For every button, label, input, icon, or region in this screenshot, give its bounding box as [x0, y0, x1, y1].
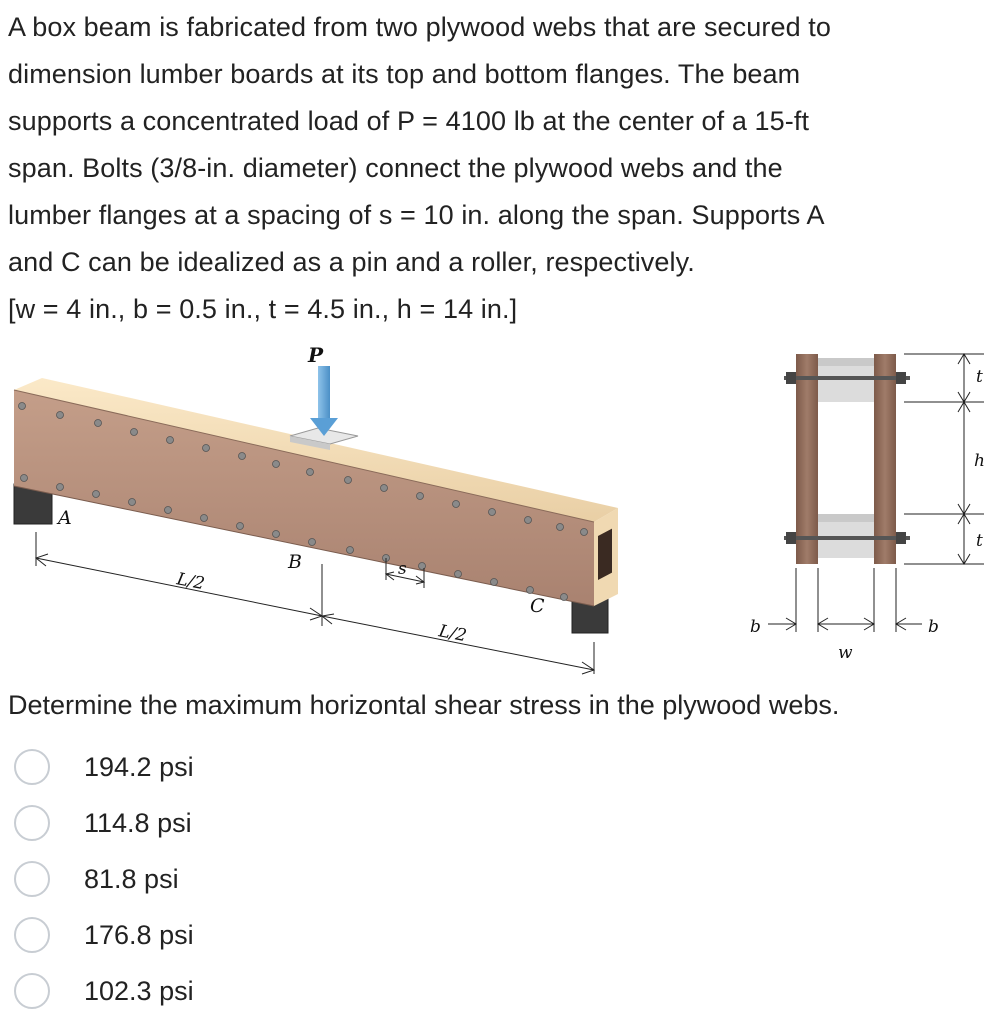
answer-option[interactable] — [14, 966, 194, 1016]
half-span-right-label: L/2 — [437, 621, 469, 647]
option-label: 114.8 psi — [84, 807, 192, 838]
problem-statement — [8, 4, 983, 333]
option-label: 176.8 psi — [84, 919, 194, 950]
section-t-bottom-label: t — [976, 531, 983, 551]
radio-button[interactable] — [14, 861, 50, 897]
section-b-right-label: b — [928, 617, 939, 637]
radio-button[interactable] — [14, 805, 50, 841]
answer-option[interactable] — [14, 742, 194, 792]
section-t-top-label: t — [976, 367, 983, 387]
section-b-left-label: b — [750, 617, 761, 637]
option-label: 194.2 psi — [84, 751, 194, 782]
problem-line: A box beam is fabricated from two plywood webs that are secured to — [8, 12, 832, 42]
load-arrow — [310, 366, 338, 436]
load-label: P — [308, 343, 324, 367]
cross-section — [784, 354, 910, 564]
figure-svg — [0, 336, 997, 676]
question-text: Determine the maximum horizontal shear stress in the plywood webs. — [8, 690, 840, 720]
radio-button[interactable] — [14, 917, 50, 953]
radio-button[interactable] — [14, 973, 50, 1009]
section-h-label: h — [974, 451, 985, 471]
problem-line: dimension lumber boards at its top and bottom flanges. The beam — [8, 59, 801, 89]
left-web-section — [796, 354, 818, 564]
section-w-label: w — [838, 643, 853, 663]
box-beam-figure — [0, 336, 997, 676]
half-span-left-label: L/2 — [175, 569, 207, 595]
problem-line: and C can be idealized as a pin and a roller, respectively. — [8, 247, 695, 277]
support-a-label: A — [58, 507, 72, 529]
answer-option[interactable] — [14, 910, 194, 960]
answer-option[interactable] — [14, 798, 192, 848]
answer-option[interactable] — [14, 854, 179, 904]
support-c-label: C — [530, 595, 545, 617]
spacing-label: s — [398, 559, 407, 579]
option-label: 81.8 psi — [84, 863, 179, 894]
problem-line: span. Bolts (3/8-in. diameter) connect the plywood webs and the — [8, 153, 783, 183]
right-web-section — [874, 354, 896, 564]
problem-line: supports a concentrated load of P = 4100 lb at the center of a 15-ft — [8, 106, 810, 136]
problem-line: lumber flanges at a spacing of s = 10 in. along the span. Supports A — [8, 200, 825, 230]
radio-button[interactable] — [14, 749, 50, 785]
option-label: 102.3 psi — [84, 975, 194, 1006]
midpoint-b-label: B — [288, 551, 302, 573]
problem-line: [w = 4 in., b = 0.5 in., t = 4.5 in., h = 14 in.] — [8, 294, 518, 324]
